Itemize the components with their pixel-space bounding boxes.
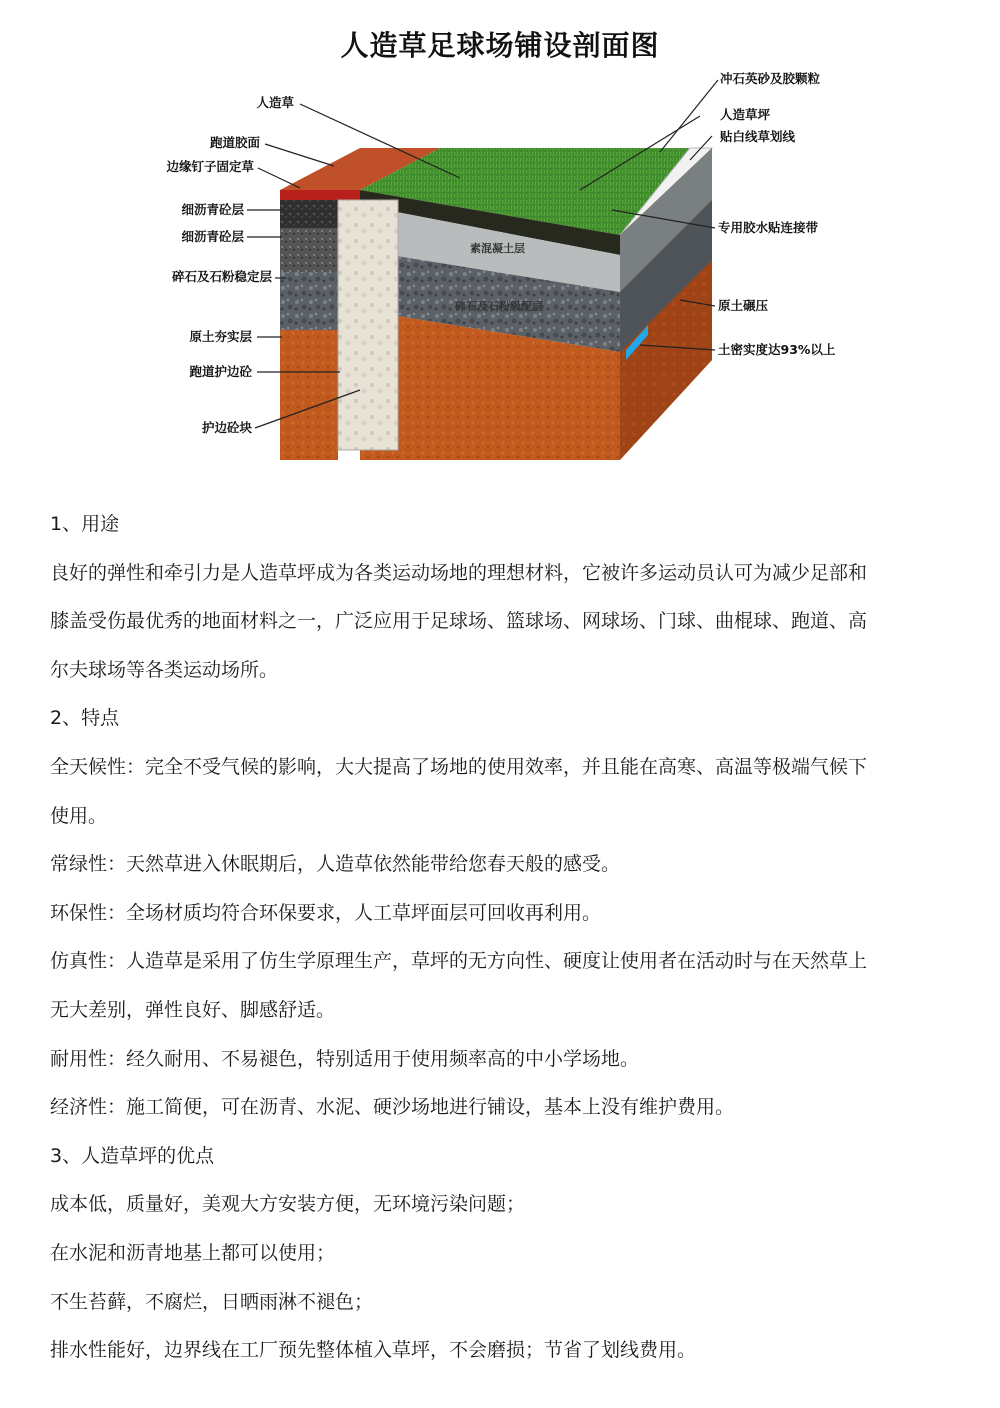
paragraph-line: 在水泥和沥青地基上都可以使用； <box>50 1241 336 1264</box>
label-compacted-soil-layer: 原土夯实层 <box>189 329 252 344</box>
label-artificial-grass: 人造草 <box>256 95 294 110</box>
curb-concrete <box>338 200 398 450</box>
cross-section-diagram <box>0 60 1000 480</box>
paragraph-line: 仿真性：人造草是采用了仿生学原理生产，草坪的无方向性、硬度让使用者在活动时与在天然草上 <box>50 950 868 973</box>
label-edge-nail-fix: 边缘钉子固定草 <box>166 159 254 174</box>
paragraph-line: 膝盖受伤最优秀的地面材料之一，广泛应用于足球场、篮球场、网球场、门球、曲棍球、跑道、高 <box>50 610 868 633</box>
label-soil-density: 土密实度达93%以上 <box>718 342 836 357</box>
asphalt-layer-2 <box>280 228 338 272</box>
label-glue-tape: 专用胶水贴连接带 <box>718 220 819 235</box>
label-white-line: 贴白线草划线 <box>720 129 796 144</box>
paragraph-line: 排水性能好，边界线在工厂预先整体植入草坪，不会磨损；节省了划线费用。 <box>50 1339 697 1362</box>
label-gravel-grade-layer: 碎石及石粉级配层 <box>455 300 543 313</box>
paragraph-line: 成本低，质量好，美观大方安装方便，无环境污染问题； <box>50 1193 526 1216</box>
page-title: 人造草足球场铺设剖面图 <box>340 29 660 62</box>
article-body <box>50 500 962 1375</box>
paragraph-line: 无大差别，弹性良好、脚感舒适。 <box>50 998 336 1021</box>
label-gravel-stable-layer: 碎石及石粉稳定层 <box>171 269 272 284</box>
section-heading: 3、人造草坪的优点 <box>50 1144 215 1167</box>
label-asphalt-layer-2: 细沥青砼层 <box>181 229 244 244</box>
paragraph-line: 环保性：全场材质均符合环保要求，人工草坪面层可回收再利用。 <box>50 901 602 924</box>
asphalt-layer-1 <box>280 200 338 228</box>
paragraph-line: 常绿性：天然草进入休眠期后，人造草依然能带给您春天般的感受。 <box>50 853 621 876</box>
paragraph-line: 使用。 <box>50 804 108 827</box>
section-heading: 2、特点 <box>50 707 120 730</box>
label-track-surface: 跑道胶面 <box>209 135 260 150</box>
label-curb-block: 护边砼块 <box>201 420 252 435</box>
label-asphalt-layer-1: 细沥青砼层 <box>181 202 244 217</box>
paragraph-line: 全天候性：完全不受气候的影响，大大提高了场地的使用效率，并且能在高寒、高温等极端气候下 <box>50 755 868 778</box>
paragraph-line: 尔夫球场等各类运动场所。 <box>50 658 279 681</box>
paragraph-line: 不生苔藓，不腐烂，日晒雨淋不褪色； <box>50 1290 374 1313</box>
label-concrete-layer: 素混凝土层 <box>470 242 525 255</box>
label-soil-rolling: 原土碾压 <box>718 298 769 313</box>
paragraph-line: 良好的弹性和牵引力是人造草坪成为各类运动场地的理想材料，它被许多运动员认可为减少足部和 <box>50 561 868 584</box>
paragraph-line: 经济性：施工简便，可在沥青、水泥、硬沙场地进行铺设，基本上没有维护费用。 <box>50 1096 735 1119</box>
label-quartz-sand: 冲石英砂及胶颗粒 <box>720 71 821 86</box>
track-soil-layer <box>280 330 338 460</box>
track-red-edge <box>280 190 360 200</box>
label-artificial-turf: 人造草坪 <box>720 107 771 122</box>
paragraph-line: 耐用性：经久耐用、不易褪色，特别适用于使用频率高的中小学场地。 <box>50 1047 640 1070</box>
label-track-curb: 跑道护边砼 <box>189 364 252 379</box>
section-heading: 1、用途 <box>50 513 120 535</box>
track-gravel-layer <box>280 272 338 330</box>
